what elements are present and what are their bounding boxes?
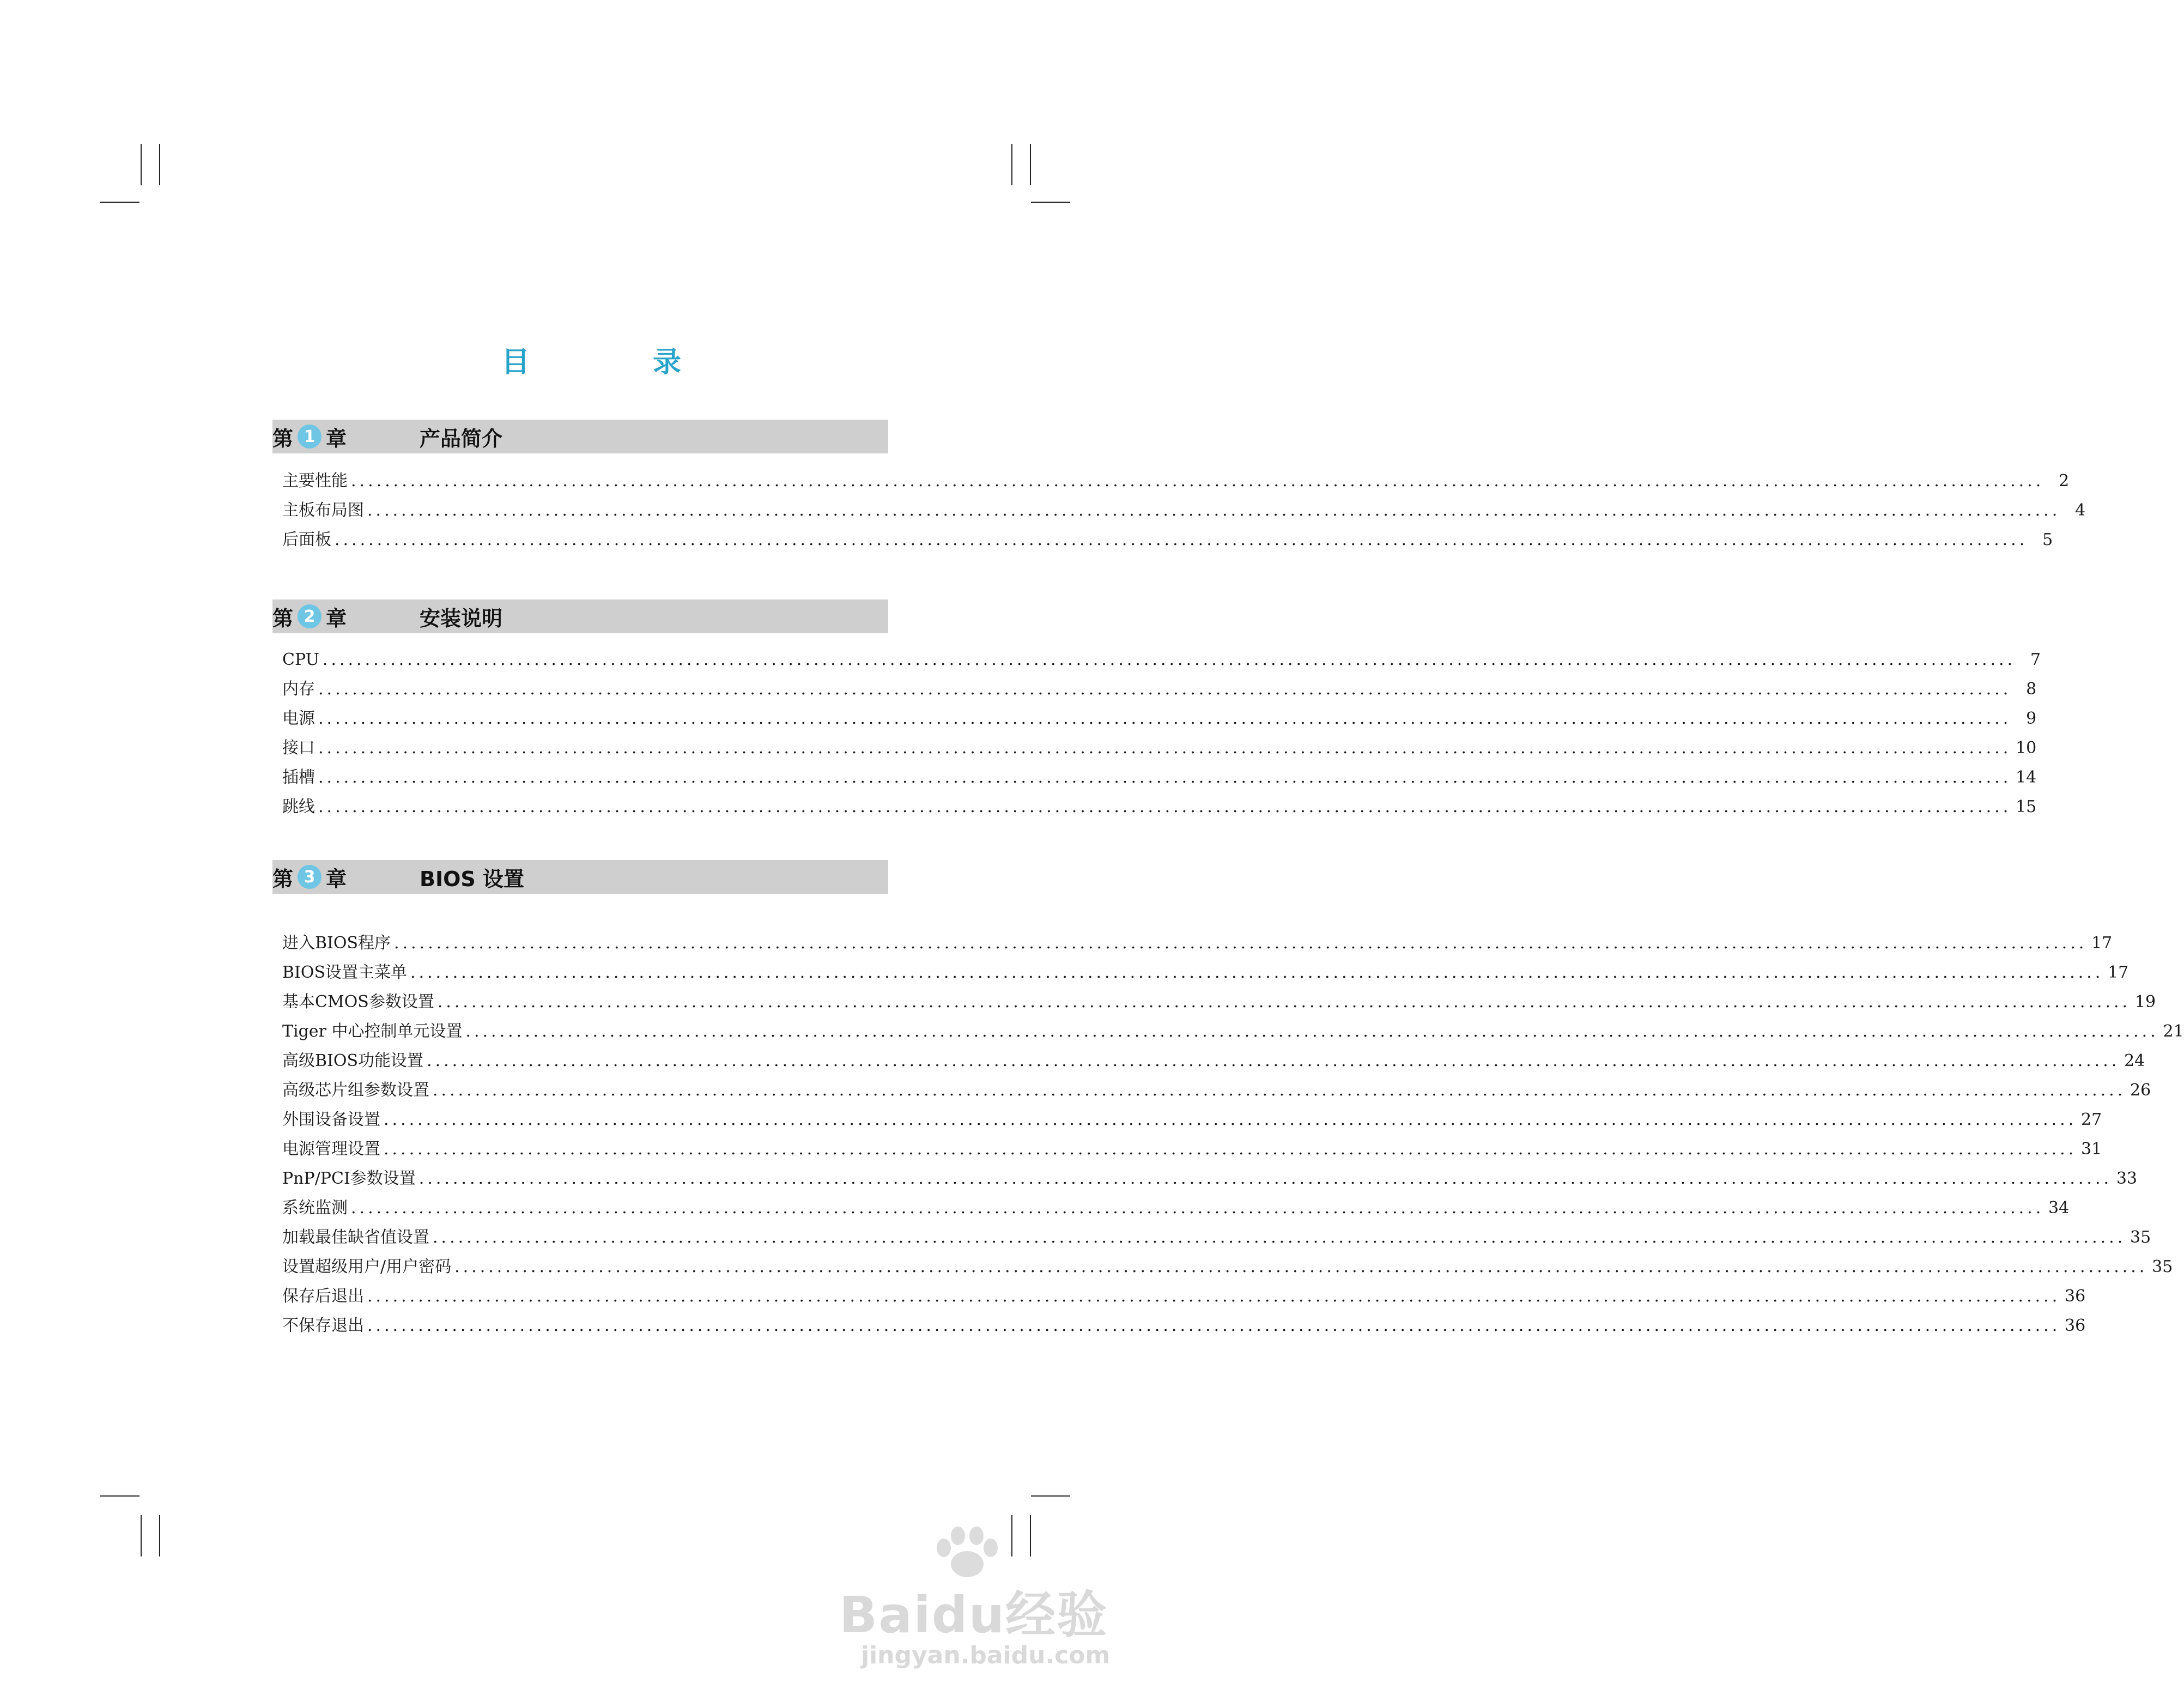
chapter-3-label: [272, 862, 347, 892]
toc-entry[interactable]: [282, 467, 2070, 496]
chapter-prefix: 第: [272, 426, 294, 451]
toc-entry-title: 电源: [282, 709, 315, 728]
toc-entry[interactable]: [282, 1223, 2151, 1252]
toc-entry-title: 插槽: [282, 768, 315, 787]
toc-entry-title: CPU: [282, 650, 319, 669]
toc-entry[interactable]: [282, 1046, 2145, 1076]
toc-leader-dots: ........................................................................................................................................................................................................: [433, 1081, 2126, 1100]
crop-mark-top-right-inner: [1011, 144, 1012, 185]
chapter-number-badge: 2: [298, 604, 321, 628]
toc-entry-page: 35: [2152, 1257, 2173, 1276]
watermark-brand: Baidu经验: [839, 1586, 1108, 1644]
toc-leader-dots: ........................................................................................................................................................................................................: [384, 1110, 2077, 1129]
toc-entry-page: 34: [2048, 1198, 2070, 1218]
toc-leader-dots: ........................................................................................................................................................................................................: [318, 738, 2012, 758]
toc-leader-dots: ........................................................................................................................................................................................................: [410, 963, 2104, 982]
toc-entry-page: 9: [2026, 709, 2037, 728]
toc-leader-dots: ........................................................................................................................................................................................................: [322, 650, 2016, 669]
toc-entry-page: 14: [2016, 768, 2037, 787]
toc-entry-page: 26: [2130, 1081, 2151, 1100]
toc-entry[interactable]: [282, 1017, 2184, 1046]
toc-leader-dots: ........................................................................................................................................................................................................: [465, 1022, 2159, 1041]
chapter-prefix: 第: [272, 606, 294, 631]
toc-entry-title: 接口: [282, 738, 315, 758]
chapter-2-label: [272, 602, 347, 632]
chapter-2-header: [272, 599, 888, 633]
toc-entry-title: 外围设备设置: [282, 1110, 380, 1129]
toc-entry[interactable]: [282, 929, 2113, 958]
toc-entry[interactable]: [282, 1194, 2070, 1223]
crop-mark-top-left-outer: [141, 144, 142, 185]
crop-mark-bottom-left-inner: [159, 1515, 160, 1556]
toc-entry[interactable]: [282, 1282, 2086, 1311]
toc-entry-title: 设置超级用户/用户密码: [282, 1257, 452, 1276]
toc-entry-title: 高级芯片组参数设置: [282, 1081, 429, 1100]
toc-leader-dots: ........................................................................................................................................................................................................: [367, 1316, 2061, 1335]
toc-leader-dots: ........................................................................................................................................................................................................: [367, 501, 2061, 520]
toc-leader-dots: ........................................................................................................................................................................................................: [394, 934, 2088, 953]
chapter-3-header: [272, 860, 888, 894]
toc-entry[interactable]: [282, 704, 2037, 734]
crop-mark-bottom-right-h: [1031, 1495, 1070, 1497]
toc-entry-page: 17: [2091, 934, 2113, 953]
toc-entry-page: 21: [2163, 1022, 2184, 1041]
toc-entry[interactable]: [282, 792, 2037, 822]
toc-entry-title: Tiger 中心控制单元设置: [282, 1022, 463, 1041]
chapter-number-badge: 3: [298, 865, 321, 889]
toc-entry-page: 17: [2108, 963, 2129, 982]
toc-entry[interactable]: [282, 1252, 2173, 1282]
toc-entry-page: 4: [2075, 501, 2086, 520]
chapter-number-badge: 1: [298, 425, 321, 449]
toc-leader-dots: ........................................................................................................................................................................................................: [454, 1257, 2148, 1276]
toc-entry-page: 19: [2134, 992, 2156, 1012]
toc-entry-title: 电源管理设置: [282, 1140, 380, 1159]
toc-entry-page: 27: [2081, 1110, 2102, 1129]
crop-mark-top-left-h: [100, 202, 139, 203]
toc-entry[interactable]: [282, 958, 2129, 988]
chapter-3-entries: [282, 929, 2184, 1341]
baidu-jingyan-watermark: [828, 1526, 1112, 1689]
toc-entry[interactable]: [282, 675, 2037, 704]
crop-mark-top-left-inner: [159, 144, 160, 185]
toc-entry[interactable]: [282, 1135, 2102, 1164]
toc-entry-title: 高级BIOS功能设置: [282, 1051, 424, 1070]
toc-entry[interactable]: [282, 988, 2156, 1017]
toc-entry-page: 15: [2016, 797, 2037, 816]
toc-entry[interactable]: [282, 763, 2037, 792]
chapter-2-title: 安装说明: [420, 606, 503, 631]
watermark-url: jingyan.baidu.com: [861, 1642, 1111, 1669]
toc-leader-dots: ........................................................................................................................................................................................................: [367, 1287, 2061, 1306]
chapter-1-header: [272, 420, 888, 453]
toc-entry-title: 保存后退出: [282, 1287, 364, 1306]
crop-mark-bottom-left-outer: [141, 1515, 142, 1556]
chapter-suffix: 章: [326, 606, 347, 631]
toc-entry-title: 系统监测: [282, 1198, 348, 1218]
toc-entry[interactable]: [282, 645, 2041, 675]
toc-entry-page: 36: [2065, 1316, 2086, 1335]
toc-entry-page: 33: [2116, 1169, 2138, 1188]
chapter-1-title: 产品简介: [420, 426, 503, 451]
toc-leader-dots: ........................................................................................................................................................................................................: [437, 992, 2131, 1012]
toc-entry-page: 31: [2081, 1140, 2102, 1159]
toc-entry-title: 不保存退出: [282, 1316, 364, 1335]
toc-leader-dots: ........................................................................................................................................................................................................: [427, 1051, 2120, 1070]
toc-entry-page: 5: [2042, 530, 2053, 549]
page-title-char-1: 目: [501, 346, 530, 379]
toc-leader-dots: ........................................................................................................................................................................................................: [384, 1140, 2077, 1159]
toc-entry-page: 2: [2059, 471, 2070, 490]
toc-entry-title: 内存: [282, 680, 315, 699]
crop-mark-top-right-outer: [1030, 144, 1031, 185]
toc-entry-page: 7: [2030, 650, 2041, 669]
page-title-char-2: 录: [652, 346, 681, 379]
toc-entry[interactable]: [282, 525, 2053, 555]
toc-entry[interactable]: [282, 1164, 2138, 1194]
toc-leader-dots: ........................................................................................................................................................................................................: [318, 709, 2012, 728]
toc-entry-title: 加载最佳缺省值设置: [282, 1228, 429, 1247]
toc-entry-title: 主板布局图: [282, 501, 364, 520]
toc-entry-title: 主要性能: [282, 471, 348, 490]
toc-entry-title: 进入BIOS程序: [282, 934, 391, 953]
toc-entry[interactable]: [282, 496, 2086, 525]
toc-entry-title: PnP/PCI参数设置: [282, 1169, 416, 1188]
toc-entry[interactable]: [282, 1311, 2086, 1341]
chapter-prefix: 第: [272, 867, 294, 891]
toc-entry-page: 24: [2124, 1051, 2145, 1070]
toc-entry-page: 36: [2065, 1287, 2086, 1306]
toc-entry-title: 后面板: [282, 530, 331, 549]
chapter-1-entries: [282, 467, 2086, 555]
chapter-1-label: [272, 422, 347, 452]
toc-entry[interactable]: [282, 1076, 2151, 1105]
toc-entry-page: 10: [2016, 738, 2037, 758]
chapter-suffix: 章: [326, 867, 347, 891]
toc-entry-title: 基本CMOS参数设置: [282, 992, 434, 1012]
toc-leader-dots: ........................................................................................................................................................................................................: [418, 1169, 2113, 1188]
crop-mark-bottom-left-h: [100, 1495, 139, 1497]
toc-entry-title: BIOS设置主菜单: [282, 963, 408, 982]
chapter-suffix: 章: [326, 426, 347, 451]
crop-mark-top-right-h: [1031, 202, 1070, 203]
toc-leader-dots: ........................................................................................................................................................................................................: [318, 797, 2012, 816]
toc-entry-page: 8: [2026, 680, 2037, 699]
toc-leader-dots: ........................................................................................................................................................................................................: [433, 1228, 2126, 1247]
toc-entry[interactable]: [282, 734, 2037, 763]
toc-leader-dots: ........................................................................................................................................................................................................: [335, 530, 2028, 549]
toc-leader-dots: ........................................................................................................................................................................................................: [318, 768, 2012, 787]
toc-leader-dots: ........................................................................................................................................................................................................: [351, 1198, 2045, 1218]
chapter-2-entries: [282, 645, 2041, 822]
paw-icon: [932, 1526, 1003, 1580]
toc-entry[interactable]: [282, 1105, 2102, 1135]
toc-entry-page: 35: [2130, 1228, 2151, 1247]
page-title: [501, 339, 681, 380]
toc-entry-title: 跳线: [282, 797, 315, 816]
toc-leader-dots: ........................................................................................................................................................................................................: [318, 680, 2012, 699]
toc-leader-dots: ........................................................................................................................................................................................................: [351, 471, 2045, 490]
chapter-3-title: BIOS 设置: [420, 867, 525, 891]
